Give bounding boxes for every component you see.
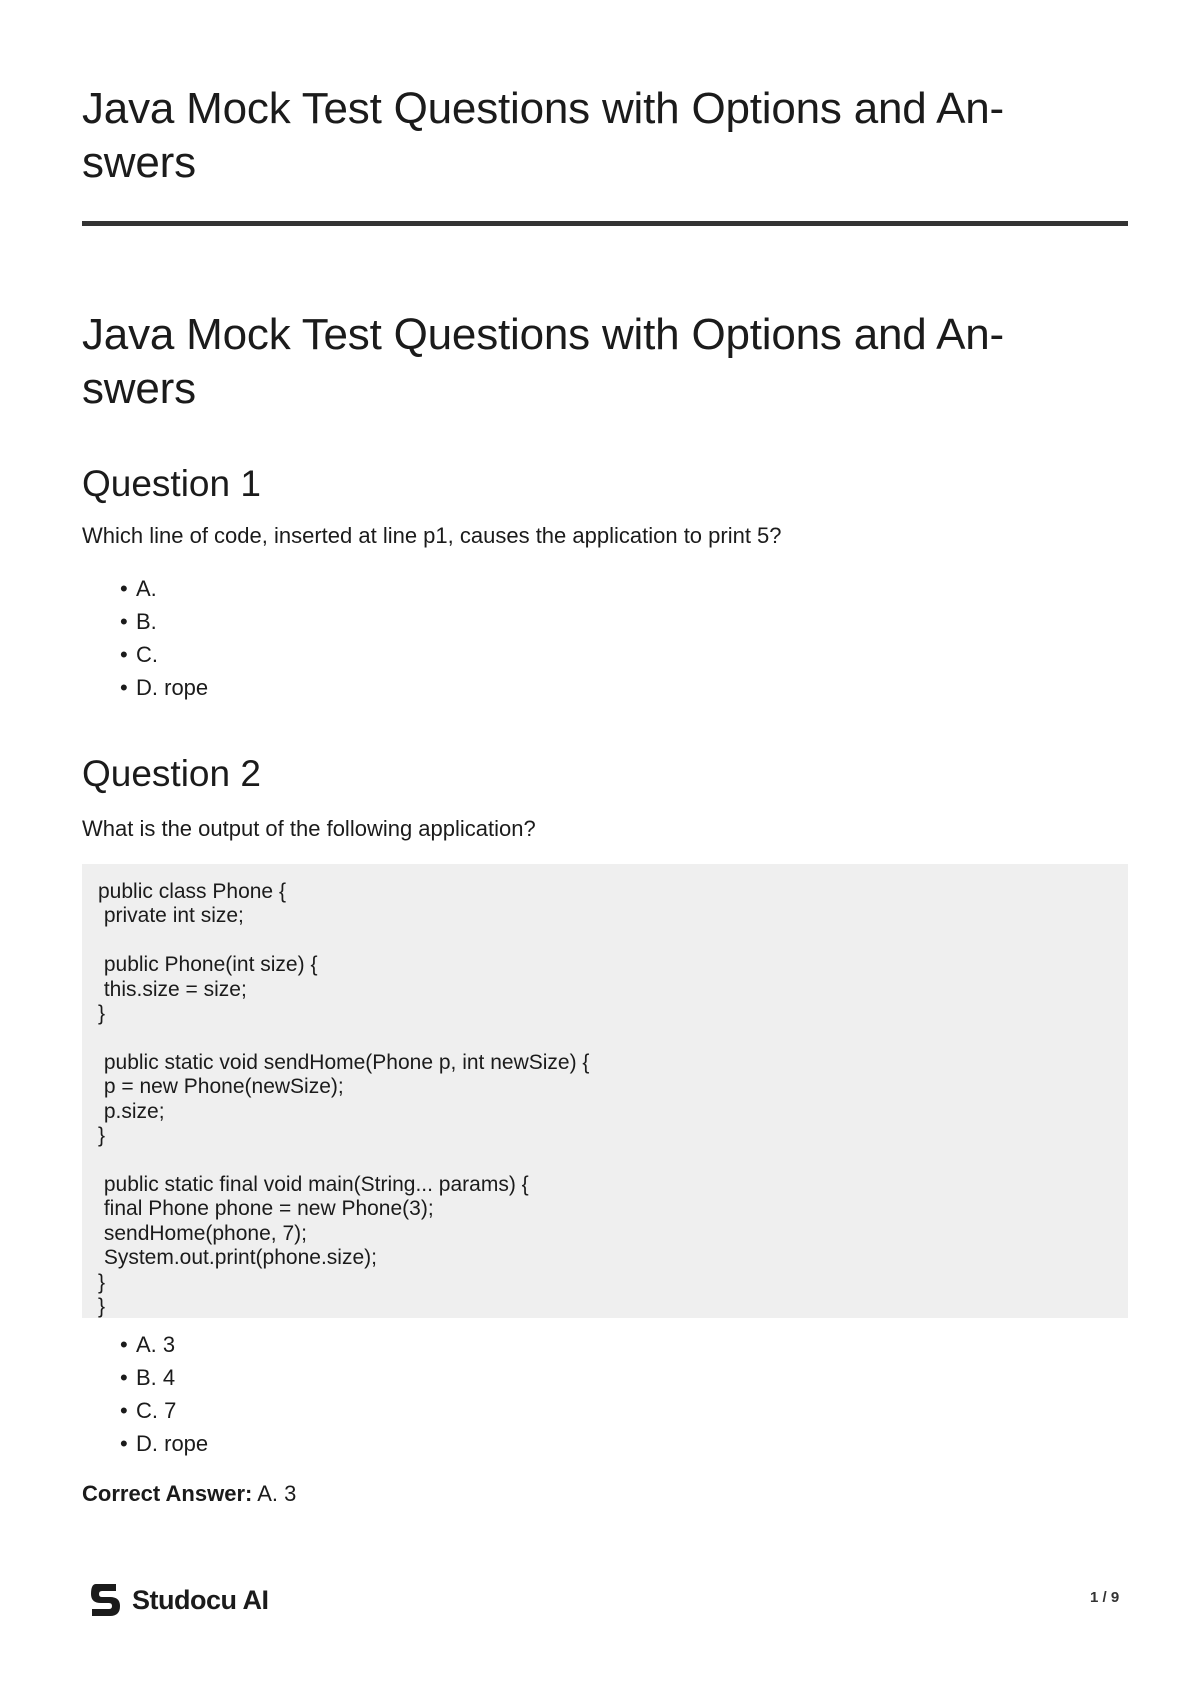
option-label: B. — [136, 609, 157, 634]
option-label: A. — [136, 576, 157, 601]
option-item — [120, 1427, 208, 1460]
option-label: D. rope — [136, 1431, 209, 1456]
section-title-line-1: Java Mock Test Questions with Options and An- — [82, 310, 1004, 359]
title-divider — [82, 221, 1128, 226]
document-title-line-2: swers — [82, 138, 196, 187]
bullet: • — [120, 642, 128, 667]
bullet: • — [120, 1398, 128, 1423]
page-number: 1 / 9 — [1090, 1589, 1120, 1606]
bullet: • — [120, 1431, 128, 1456]
question-1-heading: Question 1 — [82, 463, 261, 504]
question-2-heading: Question 2 — [82, 753, 261, 794]
option-item — [120, 572, 208, 605]
bullet: • — [120, 609, 128, 634]
studocu-logo[interactable] — [88, 1582, 269, 1618]
correct-answer-label: Correct Answer: — [82, 1481, 253, 1506]
option-item — [120, 1328, 208, 1361]
option-label: D. rope — [136, 675, 209, 700]
section-title — [82, 308, 1128, 416]
studocu-brand-text: Studocu AI — [132, 1584, 269, 1615]
question-1-options — [120, 572, 208, 704]
option-label: C. — [136, 642, 158, 667]
document-title — [82, 82, 1128, 190]
correct-answer — [82, 1480, 296, 1508]
studocu-logo-icon — [88, 1582, 122, 1618]
option-item — [120, 1394, 208, 1427]
section-title-line-2: swers — [82, 364, 196, 413]
bullet: • — [120, 1332, 128, 1357]
bullet: • — [120, 1365, 128, 1390]
code-text: public class Phone { private int size; public Phone(int size) { this.size = size; } public static void sendHome(Phone p, int newSize) { p = new Phone(newSize); p.size; } public static final void main(String... params) { final Phone phone = new Phone(3); sendHome(phone, 7); System.out.print(phone.size); } } — [98, 880, 590, 1318]
correct-answer-value: A. 3 — [252, 1481, 297, 1506]
option-label: B. 4 — [136, 1365, 176, 1390]
option-item — [120, 671, 208, 704]
option-label: C. 7 — [136, 1398, 177, 1423]
bullet: • — [120, 675, 128, 700]
question-2-text: What is the output of the following application? — [82, 816, 536, 841]
option-item — [120, 638, 208, 671]
document-title-line-1: Java Mock Test Questions with Options and An- — [82, 84, 1004, 133]
option-label: A. 3 — [136, 1332, 176, 1357]
option-item — [120, 1361, 208, 1394]
code-block — [82, 864, 1128, 1318]
question-1-text: Which line of code, inserted at line p1, causes the application to print 5? — [82, 523, 782, 548]
question-2-options — [120, 1328, 208, 1460]
option-item — [120, 605, 208, 638]
bullet: • — [120, 576, 128, 601]
